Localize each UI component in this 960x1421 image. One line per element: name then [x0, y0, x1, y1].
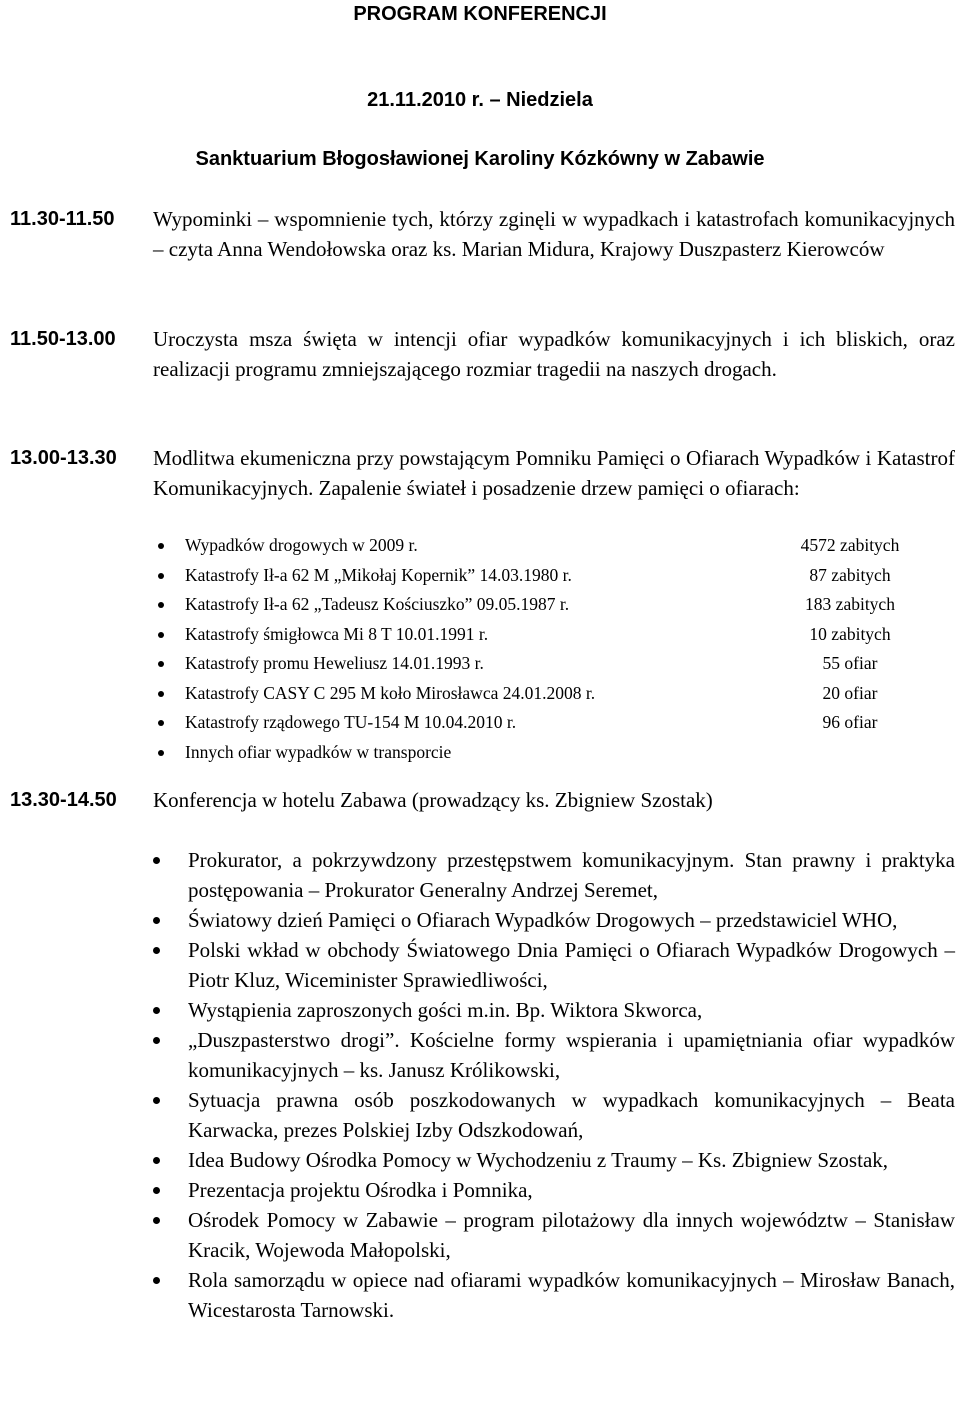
- schedule-time: 11.50-13.00: [10, 328, 116, 350]
- victims-list: [185, 531, 925, 767]
- list-item: Prezentacja projektu Ośrodka i Pomnika,: [188, 1175, 955, 1205]
- list-item: Polski wkład w obchody Światowego Dnia Pamięci o Ofiarach Wypadków Drogowych – Piotr Kluz, Wiceminister Sprawiedliwości,: [188, 935, 955, 995]
- victim-event: Katastrofy śmigłowca Mi 8 T 10.01.1991 r.: [185, 623, 489, 644]
- list-item: Idea Budowy Ośrodka Pomocy w Wychodzeniu z Traumy – Ks. Zbigniew Szostak,: [188, 1145, 955, 1175]
- victim-count: 183 zabitych: [805, 594, 895, 614]
- victim-event: Katastrofy rządowego TU-154 M 10.04.2010 r.: [185, 712, 517, 732]
- schedule-text: Modlitwa ekumeniczna przy powstającym Pomniku Pamięci o Ofiarach Wypadków i Katastrof Komunikacyjnych. Zapalenie świateł i posadzenie drzew pamięci o ofiarach:: [153, 446, 955, 500]
- schedule-text: Wypominki – wspomnienie tych, którzy zginęli w wypadkach i katastrofach komunikacyjnych – czyta Anna Wendołowska oraz ks. Marian Midura, Krajowy Duszpasterz Kierowców: [153, 207, 955, 261]
- conference-topics-list: [188, 845, 955, 1325]
- list-item: „Duszpasterstwo drogi”. Kościelne formy wspierania i upamiętniania ofiar wypadków komunikacyjnych – ks. Janusz Królikowski,: [188, 1025, 955, 1085]
- list-item: [185, 679, 925, 709]
- schedule-item-3: [10, 444, 955, 503]
- victim-count: 55 ofiar: [822, 653, 878, 673]
- list-item: Prokurator, a pokrzywdzony przestępstwem komunikacyjnym. Stan prawny i praktyka postępowania – Prokurator Generalny Andrzej Seremet,: [188, 845, 955, 905]
- schedule-time: 11.30-11.50: [10, 208, 115, 230]
- list-item: Światowy dzień Pamięci o Ofiarach Wypadków Drogowych – przedstawiciel WHO,: [188, 905, 955, 935]
- victim-event: Wypadków drogowych w 2009 r.: [185, 535, 418, 555]
- schedule-time: 13.00-13.30: [10, 447, 117, 469]
- schedule-time: 13.30-14.50: [10, 789, 117, 811]
- schedule-item-4: [10, 786, 955, 816]
- list-item: Sytuacja prawna osób poszkodowanych w wypadkach komunikacyjnych – Beata Karwacka, prezes Polskiej Izby Odszkodowań,: [188, 1085, 955, 1145]
- schedule-item-1: [10, 205, 955, 264]
- victim-event: Innych ofiar wypadków w transporcie: [185, 741, 452, 762]
- victim-event: Katastrofy CASY C 295 M koło Mirosławca 24.01.2008 r.: [185, 682, 596, 703]
- list-item: [185, 561, 925, 591]
- list-item: [185, 649, 925, 679]
- list-item: [185, 531, 925, 561]
- victim-count: 87 zabitych: [809, 564, 891, 585]
- victim-count: 96 ofiar: [822, 712, 878, 732]
- victim-count: 20 ofiar: [822, 682, 878, 703]
- page-title: PROGRAM KONFERENCJI: [353, 3, 607, 25]
- event-date: 21.11.2010 r. – Niedziela: [367, 89, 593, 111]
- list-item: Ośrodek Pomocy w Zabawie – program pilotażowy dla innych województw – Stanisław Kracik, Wojewoda Małopolski,: [188, 1205, 955, 1265]
- list-item: [185, 620, 925, 650]
- list-item: Rola samorządu w opiece nad ofiarami wypadków komunikacyjnych – Mirosław Banach, Wicestarosta Tarnowski.: [188, 1265, 955, 1325]
- list-item: Wystąpienia zaproszonych gości m.in. Bp. Wiktora Skworca,: [188, 995, 955, 1025]
- victim-count: 10 zabitych: [809, 623, 891, 644]
- victim-event: Katastrofy promu Heweliusz 14.01.1993 r.: [185, 653, 484, 673]
- schedule-text: Uroczysta msza święta w intencji ofiar wypadków komunikacyjnych i ich bliskich, oraz realizacji programu zmniejszającego rozmiar tragedii na naszych drogach.: [153, 327, 955, 381]
- schedule-item-2: [10, 325, 955, 384]
- victim-event: Katastrofy Ił-a 62 „Tadeusz Kościuszko” 09.05.1987 r.: [185, 594, 570, 614]
- list-item: [185, 590, 925, 620]
- event-venue: Sanktuarium Błogosławionej Karoliny Kózkówny w Zabawie: [195, 148, 765, 170]
- list-item: [185, 708, 925, 738]
- victim-count: [775, 738, 925, 768]
- schedule-text: Konferencja w hotelu Zabawa (prowadzący ks. Zbigniew Szostak): [153, 788, 713, 812]
- list-item: [185, 738, 925, 768]
- victim-count: 4572 zabitych: [800, 535, 900, 555]
- victim-event: Katastrofy Ił-a 62 M „Mikołaj Kopernik” 14.03.1980 r.: [185, 564, 572, 585]
